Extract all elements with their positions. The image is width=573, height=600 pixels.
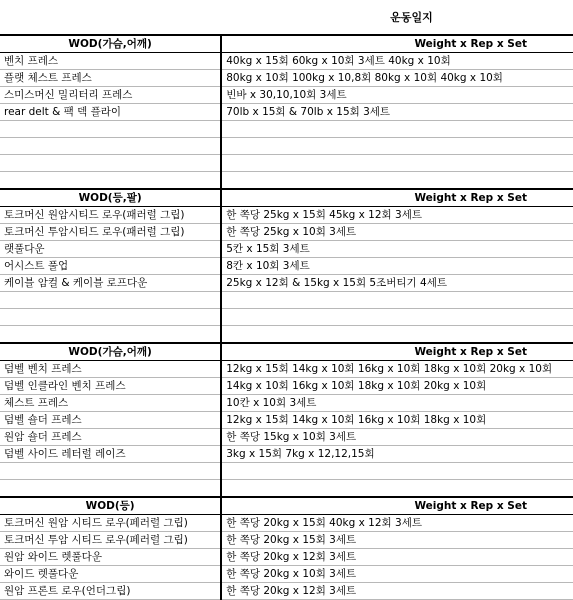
section-header: [0, 343, 573, 361]
table-row: [0, 292, 573, 309]
table-row: [0, 446, 573, 463]
exercise-cell[interactable]: [0, 172, 221, 190]
weight-rep-set-cell[interactable]: 12kg x 15회 14kg x 10회 16kg x 10회 18kg x 10회 20kg x 10회: [221, 361, 573, 378]
exercise-cell[interactable]: rear delt & 팩 덱 플라이: [0, 104, 221, 121]
exercise-cell[interactable]: 어시스트 풀업: [0, 258, 221, 275]
exercise-cell[interactable]: 토크머신 투암 시티드 로우(페러럴 그립): [0, 532, 221, 549]
table-row: [0, 70, 573, 87]
weight-rep-set-cell[interactable]: [221, 121, 573, 138]
exercise-cell[interactable]: 스미스머신 밀리터리 프레스: [0, 87, 221, 104]
weight-rep-set-cell[interactable]: [221, 172, 573, 190]
weight-rep-set-cell[interactable]: 8칸 x 10회 3세트: [221, 258, 573, 275]
table-row: [0, 326, 573, 344]
exercise-cell[interactable]: [0, 155, 221, 172]
table-row: [0, 121, 573, 138]
table-row: [0, 361, 573, 378]
section-header: [0, 35, 573, 53]
weight-rep-set-cell[interactable]: 14kg x 10회 16kg x 10회 18kg x 10회 20kg x 10회: [221, 378, 573, 395]
weight-rep-set-cell[interactable]: 한 쪽당 15kg x 10회 3세트: [221, 429, 573, 446]
section-title[interactable]: WOD(가슴,어깨): [0, 35, 221, 53]
weight-rep-set-cell[interactable]: 10칸 x 10회 3세트: [221, 395, 573, 412]
column-header-weight[interactable]: Weight x Rep x Set: [221, 35, 573, 53]
weight-rep-set-cell[interactable]: 80kg x 10회 100kg x 10,8회 80kg x 10회 40kg x 10회: [221, 70, 573, 87]
table-row: [0, 583, 573, 600]
table-row: [0, 138, 573, 155]
table-row: [0, 480, 573, 498]
weight-rep-set-cell[interactable]: 한 쪽당 25kg x 10회 3세트: [221, 224, 573, 241]
table-row: [0, 463, 573, 480]
exercise-cell[interactable]: 랫풀다운: [0, 241, 221, 258]
table-row: [0, 515, 573, 532]
exercise-cell[interactable]: 원암 와이드 렛풀다운: [0, 549, 221, 566]
table-row: [0, 241, 573, 258]
weight-rep-set-cell[interactable]: [221, 463, 573, 480]
exercise-cell[interactable]: [0, 326, 221, 344]
table-row: [0, 566, 573, 583]
exercise-cell[interactable]: 토크머신 투암시티드 로우(패러럴 그립): [0, 224, 221, 241]
weight-rep-set-cell[interactable]: 3kg x 15회 7kg x 12,12,15회: [221, 446, 573, 463]
section-title[interactable]: WOD(등,팔): [0, 189, 221, 207]
weight-rep-set-cell[interactable]: [221, 326, 573, 344]
page-title: 운동일지: [390, 11, 433, 24]
exercise-cell[interactable]: [0, 292, 221, 309]
table-row: [0, 172, 573, 190]
exercise-cell[interactable]: 와이드 렛풀다운: [0, 566, 221, 583]
table-row: [0, 258, 573, 275]
weight-rep-set-cell[interactable]: [221, 138, 573, 155]
weight-rep-set-cell[interactable]: 빈바 x 30,10,10회 3세트: [221, 87, 573, 104]
exercise-cell[interactable]: 토크머신 원암시티드 로우(패러럴 그립): [0, 207, 221, 224]
exercise-cell[interactable]: [0, 121, 221, 138]
weight-rep-set-cell[interactable]: [221, 480, 573, 498]
exercise-cell[interactable]: 토크머신 원암 시티드 로우(페러럴 그립): [0, 515, 221, 532]
table-row: [0, 53, 573, 70]
weight-rep-set-cell[interactable]: [221, 155, 573, 172]
weight-rep-set-cell[interactable]: 12kg x 15회 14kg x 10회 16kg x 10회 18kg x 10회: [221, 412, 573, 429]
section-title[interactable]: WOD(등): [0, 497, 221, 515]
exercise-cell[interactable]: 벤치 프레스: [0, 53, 221, 70]
weight-rep-set-cell[interactable]: 25kg x 12회 & 15kg x 15회 5조버티기 4세트: [221, 275, 573, 292]
exercise-cell[interactable]: 케이블 암컬 & 케이블 로프다운: [0, 275, 221, 292]
weight-rep-set-cell[interactable]: 한 쪽당 20kg x 12회 3세트: [221, 583, 573, 600]
table-row: [0, 395, 573, 412]
weight-rep-set-cell[interactable]: [221, 309, 573, 326]
weight-rep-set-cell[interactable]: 5칸 x 15회 3세트: [221, 241, 573, 258]
exercise-cell[interactable]: [0, 309, 221, 326]
table-row: [0, 429, 573, 446]
weight-rep-set-cell[interactable]: 한 쪽당 20kg x 12회 3세트: [221, 549, 573, 566]
table-row: [0, 412, 573, 429]
exercise-cell[interactable]: 덤벨 인클라인 벤치 프레스: [0, 378, 221, 395]
table-row: [0, 224, 573, 241]
exercise-cell[interactable]: 원암 프론트 로우(언더그립): [0, 583, 221, 600]
weight-rep-set-cell[interactable]: 한 쪽당 20kg x 10회 3세트: [221, 566, 573, 583]
exercise-cell[interactable]: 덤벨 사이드 레터럴 레이즈: [0, 446, 221, 463]
weight-rep-set-cell[interactable]: 70lb x 15회 & 70lb x 15회 3세트: [221, 104, 573, 121]
column-header-weight[interactable]: Weight x Rep x Set: [221, 497, 573, 515]
table-row: [0, 549, 573, 566]
exercise-cell[interactable]: 덤벨 숄더 프레스: [0, 412, 221, 429]
column-header-weight[interactable]: Weight x Rep x Set: [221, 343, 573, 361]
exercise-cell[interactable]: 원암 숄더 프레스: [0, 429, 221, 446]
table-row: [0, 309, 573, 326]
table-row: [0, 87, 573, 104]
weight-rep-set-cell[interactable]: 한 쪽당 20kg x 15회 3세트: [221, 532, 573, 549]
exercise-cell[interactable]: [0, 463, 221, 480]
table-row: [0, 155, 573, 172]
exercise-cell[interactable]: 플랫 체스트 프레스: [0, 70, 221, 87]
table-row: [0, 207, 573, 224]
exercise-cell[interactable]: [0, 480, 221, 498]
table-row: [0, 275, 573, 292]
table-row: [0, 532, 573, 549]
exercise-cell[interactable]: 체스트 프레스: [0, 395, 221, 412]
table-row: [0, 378, 573, 395]
section-title[interactable]: WOD(가슴,어깨): [0, 343, 221, 361]
table-row: [0, 104, 573, 121]
weight-rep-set-cell[interactable]: 한 쪽당 25kg x 15회 45kg x 12회 3세트: [221, 207, 573, 224]
weight-rep-set-cell[interactable]: 한 쪽당 20kg x 15회 40kg x 12회 3세트: [221, 515, 573, 532]
workout-table: [0, 34, 573, 600]
exercise-cell[interactable]: [0, 138, 221, 155]
section-header: [0, 497, 573, 515]
exercise-cell[interactable]: 덤벨 벤치 프레스: [0, 361, 221, 378]
column-header-weight[interactable]: Weight x Rep x Set: [221, 189, 573, 207]
section-header: [0, 189, 573, 207]
weight-rep-set-cell[interactable]: [221, 292, 573, 309]
weight-rep-set-cell[interactable]: 40kg x 15회 60kg x 10회 3세트 40kg x 10회: [221, 53, 573, 70]
